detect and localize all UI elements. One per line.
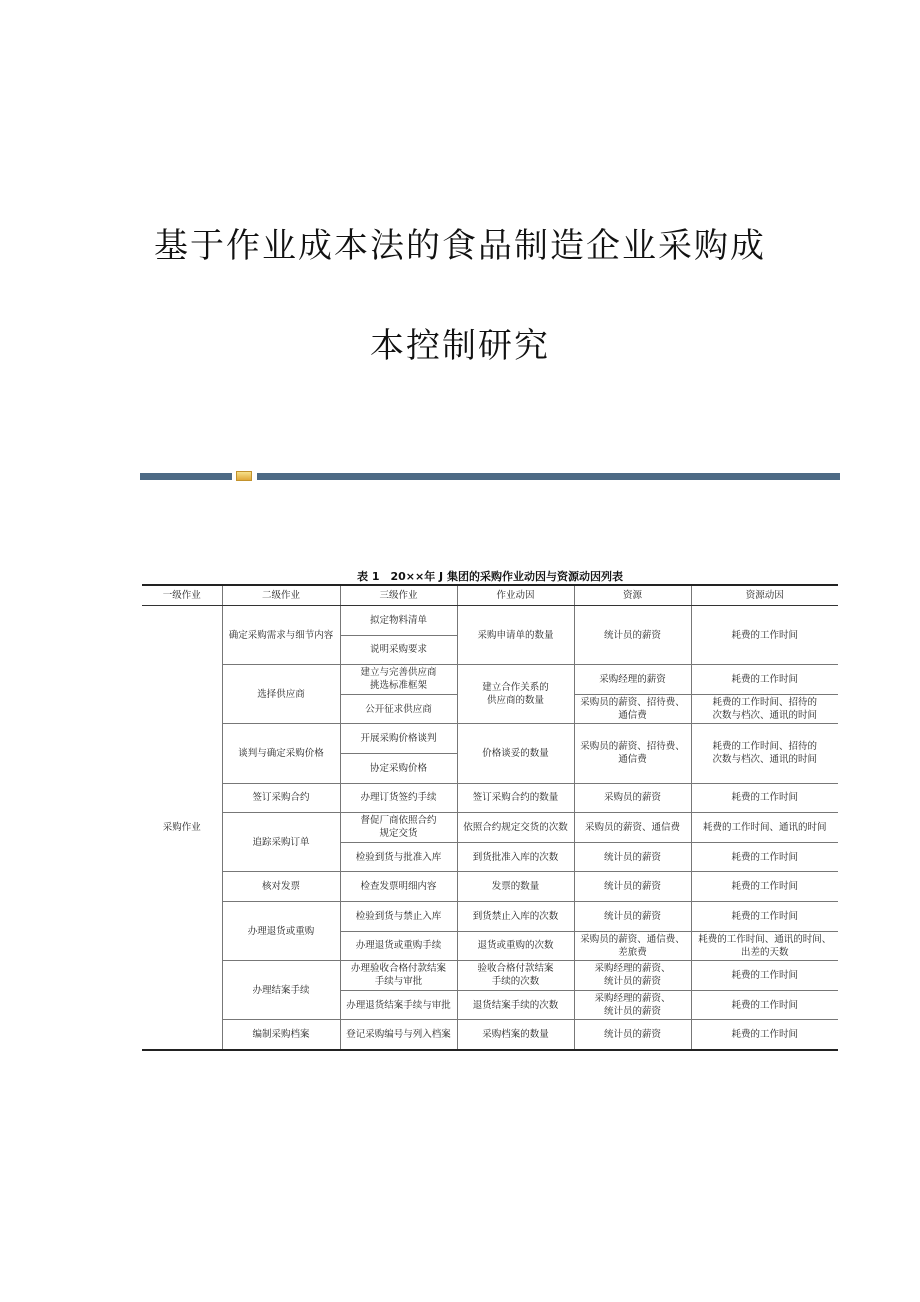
cell-resource: 统计员的薪资 <box>574 901 691 931</box>
cell-activity-driver: 签订采购合约的数量 <box>457 783 574 813</box>
cell-resource: 统计员的薪资 <box>574 842 691 872</box>
cell-activity-driver: 价格谈妥的数量 <box>457 724 574 783</box>
cell-level3: 办理退货结案手续与审批 <box>340 990 457 1020</box>
cell-level1: 采购作业 <box>142 606 222 1050</box>
driver-table <box>142 584 838 1051</box>
divider-bar-right <box>257 473 840 480</box>
cell-level3: 登记采购编号与列入档案 <box>340 1020 457 1050</box>
table-row <box>142 813 838 843</box>
cell-activity-driver: 建立合作关系的 供应商的数量 <box>457 665 574 724</box>
cell-resource-driver: 耗费的工作时间 <box>691 901 838 931</box>
divider-bar-left <box>140 473 232 480</box>
document-title-line-1: 基于作业成本法的食品制造企业采购成 <box>154 226 766 266</box>
cell-resource-driver: 耗费的工作时间 <box>691 665 838 695</box>
header-level3: 三级作业 <box>340 585 457 606</box>
cell-activity-driver: 到货禁止入库的次数 <box>457 901 574 931</box>
cell-level2: 签订采购合约 <box>222 783 340 813</box>
cell-level3: 检验到货与批准入库 <box>340 842 457 872</box>
table-row <box>142 724 838 754</box>
table-row <box>142 961 838 991</box>
cell-level2: 编制采购档案 <box>222 1020 340 1050</box>
header-activity-driver: 作业动因 <box>457 585 574 606</box>
cell-resource: 采购经理的薪资、 统计员的薪资 <box>574 990 691 1020</box>
cell-level2: 追踪采购订单 <box>222 813 340 872</box>
cell-resource: 采购经理的薪资、 统计员的薪资 <box>574 961 691 991</box>
cell-resource-driver: 耗费的工作时间、通讯的时间 <box>691 813 838 843</box>
cell-level3: 督促厂商依照合约 规定交货 <box>340 813 457 843</box>
table-row <box>142 901 838 931</box>
cell-activity-driver: 到货批准入库的次数 <box>457 842 574 872</box>
table-row <box>142 783 838 813</box>
cell-level2: 确定采购需求与细节内容 <box>222 606 340 665</box>
table-header-row <box>142 585 838 606</box>
cell-level2: 核对发票 <box>222 872 340 902</box>
cell-resource: 统计员的薪资 <box>574 872 691 902</box>
section-divider <box>140 471 840 481</box>
cell-resource-driver: 耗费的工作时间、招待的 次数与档次、通讯的时间 <box>691 724 838 783</box>
cell-resource-driver: 耗费的工作时间 <box>691 990 838 1020</box>
cell-activity-driver: 退货结案手续的次数 <box>457 990 574 1020</box>
cell-resource-driver: 耗费的工作时间 <box>691 961 838 991</box>
cell-resource: 采购经理的薪资 <box>574 665 691 695</box>
table-row <box>142 606 838 636</box>
cell-level3: 办理订货签约手续 <box>340 783 457 813</box>
cell-resource-driver: 耗费的工作时间、通讯的时间、 出差的天数 <box>691 931 838 961</box>
cell-resource-driver: 耗费的工作时间 <box>691 842 838 872</box>
cell-resource: 采购员的薪资、招待费、 通信费 <box>574 694 691 724</box>
cell-level3: 开展采购价格谈判 <box>340 724 457 754</box>
header-resource-driver: 资源动因 <box>691 585 838 606</box>
cell-resource-driver: 耗费的工作时间 <box>691 1020 838 1050</box>
header-resource: 资源 <box>574 585 691 606</box>
cell-level2: 谈判与确定采购价格 <box>222 724 340 783</box>
cell-activity-driver: 验收合格付款结案 手续的次数 <box>457 961 574 991</box>
cell-activity-driver: 依照合约规定交货的次数 <box>457 813 574 843</box>
cell-resource: 统计员的薪资 <box>574 606 691 665</box>
cell-resource-driver: 耗费的工作时间 <box>691 606 838 665</box>
divider-ornament-icon <box>236 471 252 481</box>
cell-level3: 拟定物料清单 <box>340 606 457 636</box>
table-caption: 表 1 20××年 J 集团的采购作业动因与资源动因列表 <box>357 570 623 583</box>
cell-activity-driver: 采购档案的数量 <box>457 1020 574 1050</box>
cell-level3: 协定采购价格 <box>340 753 457 783</box>
cell-resource: 采购员的薪资 <box>574 783 691 813</box>
table-row <box>142 872 838 902</box>
cell-level3: 办理退货或重购手续 <box>340 931 457 961</box>
cell-level2: 办理退货或重购 <box>222 901 340 960</box>
cell-level3: 检验到货与禁止入库 <box>340 901 457 931</box>
table-row <box>142 665 838 695</box>
cell-level2: 办理结案手续 <box>222 961 340 1020</box>
cell-resource: 采购员的薪资、招待费、 通信费 <box>574 724 691 783</box>
cell-activity-driver: 发票的数量 <box>457 872 574 902</box>
cell-resource-driver: 耗费的工作时间 <box>691 783 838 813</box>
cell-resource-driver: 耗费的工作时间、招待的 次数与档次、通讯的时间 <box>691 694 838 724</box>
cell-level3: 办理验收合格付款结案 手续与审批 <box>340 961 457 991</box>
cell-activity-driver: 采购申请单的数量 <box>457 606 574 665</box>
cell-resource-driver: 耗费的工作时间 <box>691 872 838 902</box>
cell-level3: 说明采购要求 <box>340 635 457 665</box>
cell-resource: 采购员的薪资、通信费 <box>574 813 691 843</box>
cell-level3: 公开征求供应商 <box>340 694 457 724</box>
cell-level3: 检查发票明细内容 <box>340 872 457 902</box>
document-title-line-2: 本控制研究 <box>370 326 550 366</box>
table-row <box>142 1020 838 1050</box>
cell-level3: 建立与完善供应商 挑选标准框架 <box>340 665 457 695</box>
cell-activity-driver: 退货或重购的次数 <box>457 931 574 961</box>
cell-level2: 选择供应商 <box>222 665 340 724</box>
cell-resource: 采购员的薪资、通信费、 差旅费 <box>574 931 691 961</box>
cell-resource: 统计员的薪资 <box>574 1020 691 1050</box>
header-level2: 二级作业 <box>222 585 340 606</box>
header-level1: 一级作业 <box>142 585 222 606</box>
